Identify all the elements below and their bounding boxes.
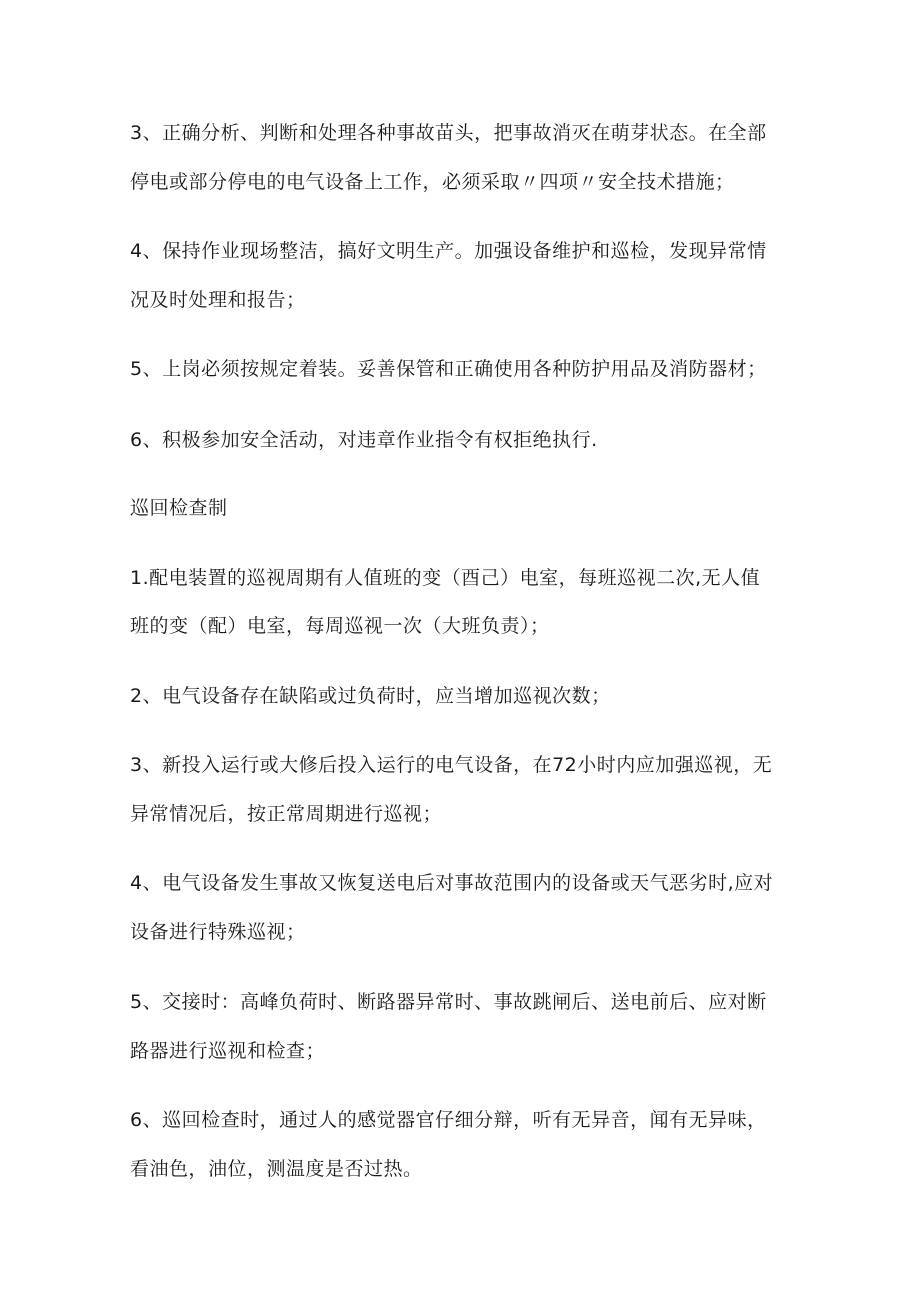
paragraph-6-line-1: 1.配电装置的巡视周期有人值班的变（酉己）电室，每班巡视二次,无人值 xyxy=(130,567,761,589)
section-heading: 巡回检查制 xyxy=(130,497,228,519)
paragraph-10-line-1: 5、交接时：高峰负荷时、断路器异常时、事故跳闸后、送电前后、应对断 xyxy=(130,991,767,1013)
paragraph-9-line-1: 4、电气设备发生事故又恢复送电后对事故范围内的设备或天气恶劣时,应对 xyxy=(130,872,774,894)
paragraph-11-line-2: 看油色，油位，测温度是否过热。 xyxy=(130,1158,423,1180)
paragraph-9-line-2: 设备进行特殊巡视； xyxy=(130,921,306,943)
paragraph-8-line-2: 异常情况后，按正常周期进行巡视； xyxy=(130,803,443,825)
paragraph-4-line-1: 6、积极参加安全活动，对违章作业指令有权拒绝执行. xyxy=(130,429,598,451)
paragraph-2-line-1: 4、保持作业现场整洁，搞好文明生产。加强设备维护和巡检，发现异常情 xyxy=(130,240,767,262)
paragraph-1-line-2: 停电或部分停电的电气设备上工作，必须采取〃四项〃安全技术措施； xyxy=(130,171,735,193)
paragraph-7-line-1: 2、电气设备存在缺陷或过负荷时，应当增加巡视次数； xyxy=(130,685,611,707)
paragraph-11-line-1: 6、巡回检查时，通过人的感觉器官仔细分辩，听有无异音，闻有无异味， xyxy=(130,1109,767,1131)
paragraph-10-line-2: 路器进行巡视和检查； xyxy=(130,1040,326,1062)
paragraph-3-line-1: 5、上岗必须按规定着装。妥善保管和正确使用各种防护用品及消防器材； xyxy=(130,358,767,380)
paragraph-1-line-1: 3、正确分析、判断和处理各种事故苗头，把事故消灭在萌芽状态。在全部 xyxy=(130,122,767,144)
paragraph-8-line-1: 3、新投入运行或大修后投入运行的电气设备，在72小时内应加强巡视，无 xyxy=(130,754,773,776)
paragraph-2-line-2: 况及时处理和报告； xyxy=(130,289,306,311)
paragraph-6-line-2: 班的变（配）电室，每周巡视一次（大班负责）； xyxy=(130,615,550,637)
